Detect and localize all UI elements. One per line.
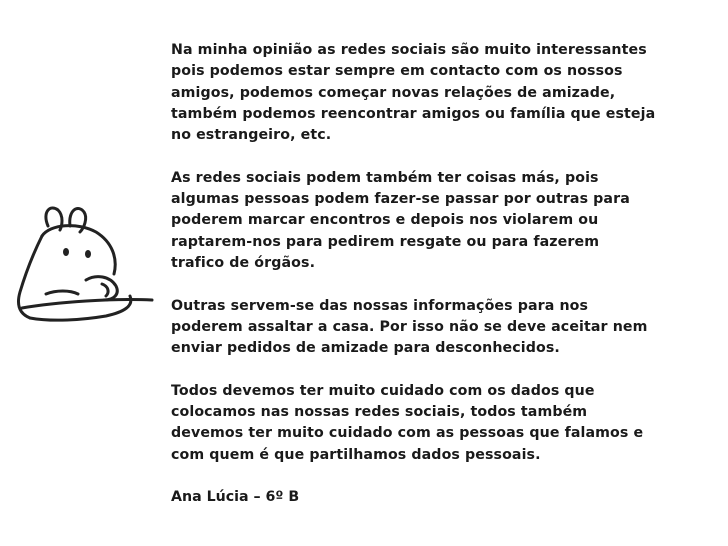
essay-text bbox=[171, 40, 711, 509]
author-signature: Ana Lúcia – 6º B bbox=[171, 489, 300, 506]
paragraph-4: Todos devemos ter muito cuidado com os dados que colocamos nas nossas redes sociais, todos também devemos ter muito cuidado com as pessoas que falamos e com quem é que partilhamos dados pessoais. bbox=[171, 382, 644, 463]
thinking-bunny-icon bbox=[6, 196, 156, 336]
paragraph-2: As redes sociais podem também ter coisas más, pois algumas pessoas podem fazer-se passar por outras para poderem marcar encontros e depois nos violarem ou raptarem-nos para pedirem resgate ou para fazerem trafico de órgãos. bbox=[171, 169, 630, 271]
paragraph-3: Outras servem-se das nossas informações para nos poderem assaltar a casa. Por isso não se deve aceitar nem enviar pedidos de amizade para desconhecidos. bbox=[171, 297, 648, 357]
paragraph-1: Na minha opinião as redes sociais são muito interessantes pois podemos estar sempre em contacto com os nossos amigos, podemos começar novas relações de amizade, também podemos reencontrar amigos ou família que esteja no estrangeiro, etc. bbox=[171, 42, 656, 144]
